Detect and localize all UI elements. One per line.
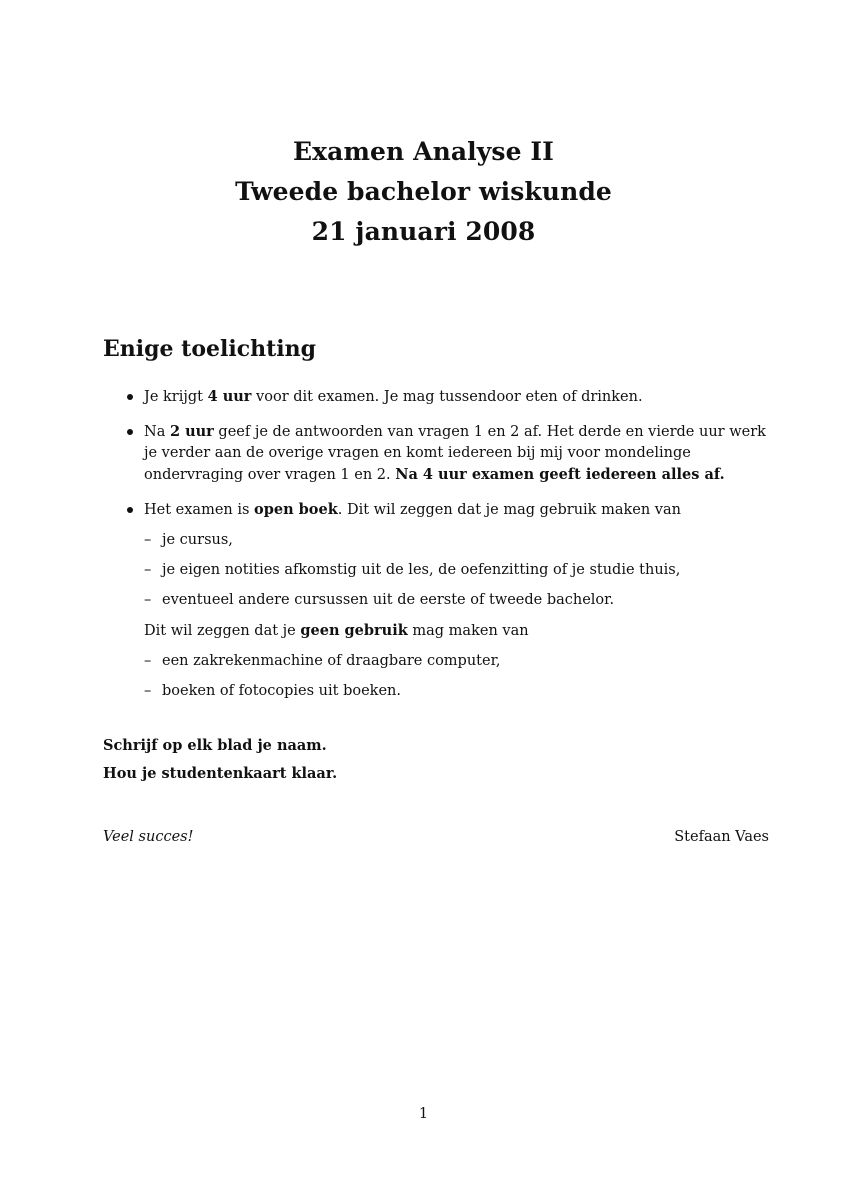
allowed-item [144,530,768,551]
text: . Dit wil zeggen dat je mag gebruik maken van [337,502,681,518]
forbidden-list [144,651,768,702]
exam-header [0,132,847,252]
instruction-item [103,499,768,702]
restriction-intro [144,620,768,642]
dash-icon: – [144,653,152,669]
text: Je krijgt [144,389,208,405]
emphasis: Na 4 uur examen geeft iedereen alles af. [395,466,725,483]
text: Dit wil zeggen dat je [144,623,301,639]
dash-icon: – [144,532,152,548]
text: Het examen is [144,502,255,518]
exam-title: Examen Analyse II [293,137,554,166]
instructions [103,386,768,715]
forbidden-item [144,681,768,702]
exam-date: 21 januari 2008 [311,217,536,246]
text: je eigen notities afkomstig uit de les, de oefenzitting of je studie thuis, [162,562,681,578]
allowed-list [144,530,768,611]
text: boeken of fotocopies uit boeken. [162,683,401,699]
forbidden-item [144,651,768,672]
text: mag maken van [407,623,529,639]
emphasis: geen gebruik [300,622,408,639]
instruction-item [103,421,768,486]
dash-icon: – [144,562,152,578]
good-luck-text: Veel succes! [103,829,194,845]
closing-line: Schrijf op elk blad je naam. [103,737,327,754]
author-name: Stefaan Vaes [674,829,769,845]
emphasis: 2 uur [169,423,214,440]
closing-instructions [103,732,337,788]
bullet-icon [127,507,133,513]
section-title: Enige toelichting [103,336,316,362]
dash-icon: – [144,683,152,699]
allowed-item [144,590,768,611]
instruction-item [103,386,768,408]
emphasis: open boek [254,501,338,518]
allowed-item [144,560,768,581]
page-number: 1 [418,1106,429,1122]
text: je cursus, [162,532,233,548]
text: Na [144,424,170,440]
bullet-icon [127,394,133,400]
emphasis: 4 uur [207,388,252,405]
text: een zakrekenmachine of draagbare computer, [162,653,501,669]
closing-line: Hou je studentenkaart klaar. [103,765,338,782]
exam-program: Tweede bachelor wiskunde [235,177,612,206]
text: geef je de antwoorden van vragen 1 en 2 af. Het derde en vierde uur werk je verder aan de overige vragen en komt iedereen bij mij voor mondelinge ondervraging over vragen 1 en 2. [144,424,766,483]
bullet-icon [127,429,133,435]
text: eventueel andere cursussen uit de eerste of tweede bachelor. [162,592,615,608]
dash-icon: – [144,592,152,608]
text: voor dit examen. Je mag tussendoor eten of drinken. [251,389,643,405]
